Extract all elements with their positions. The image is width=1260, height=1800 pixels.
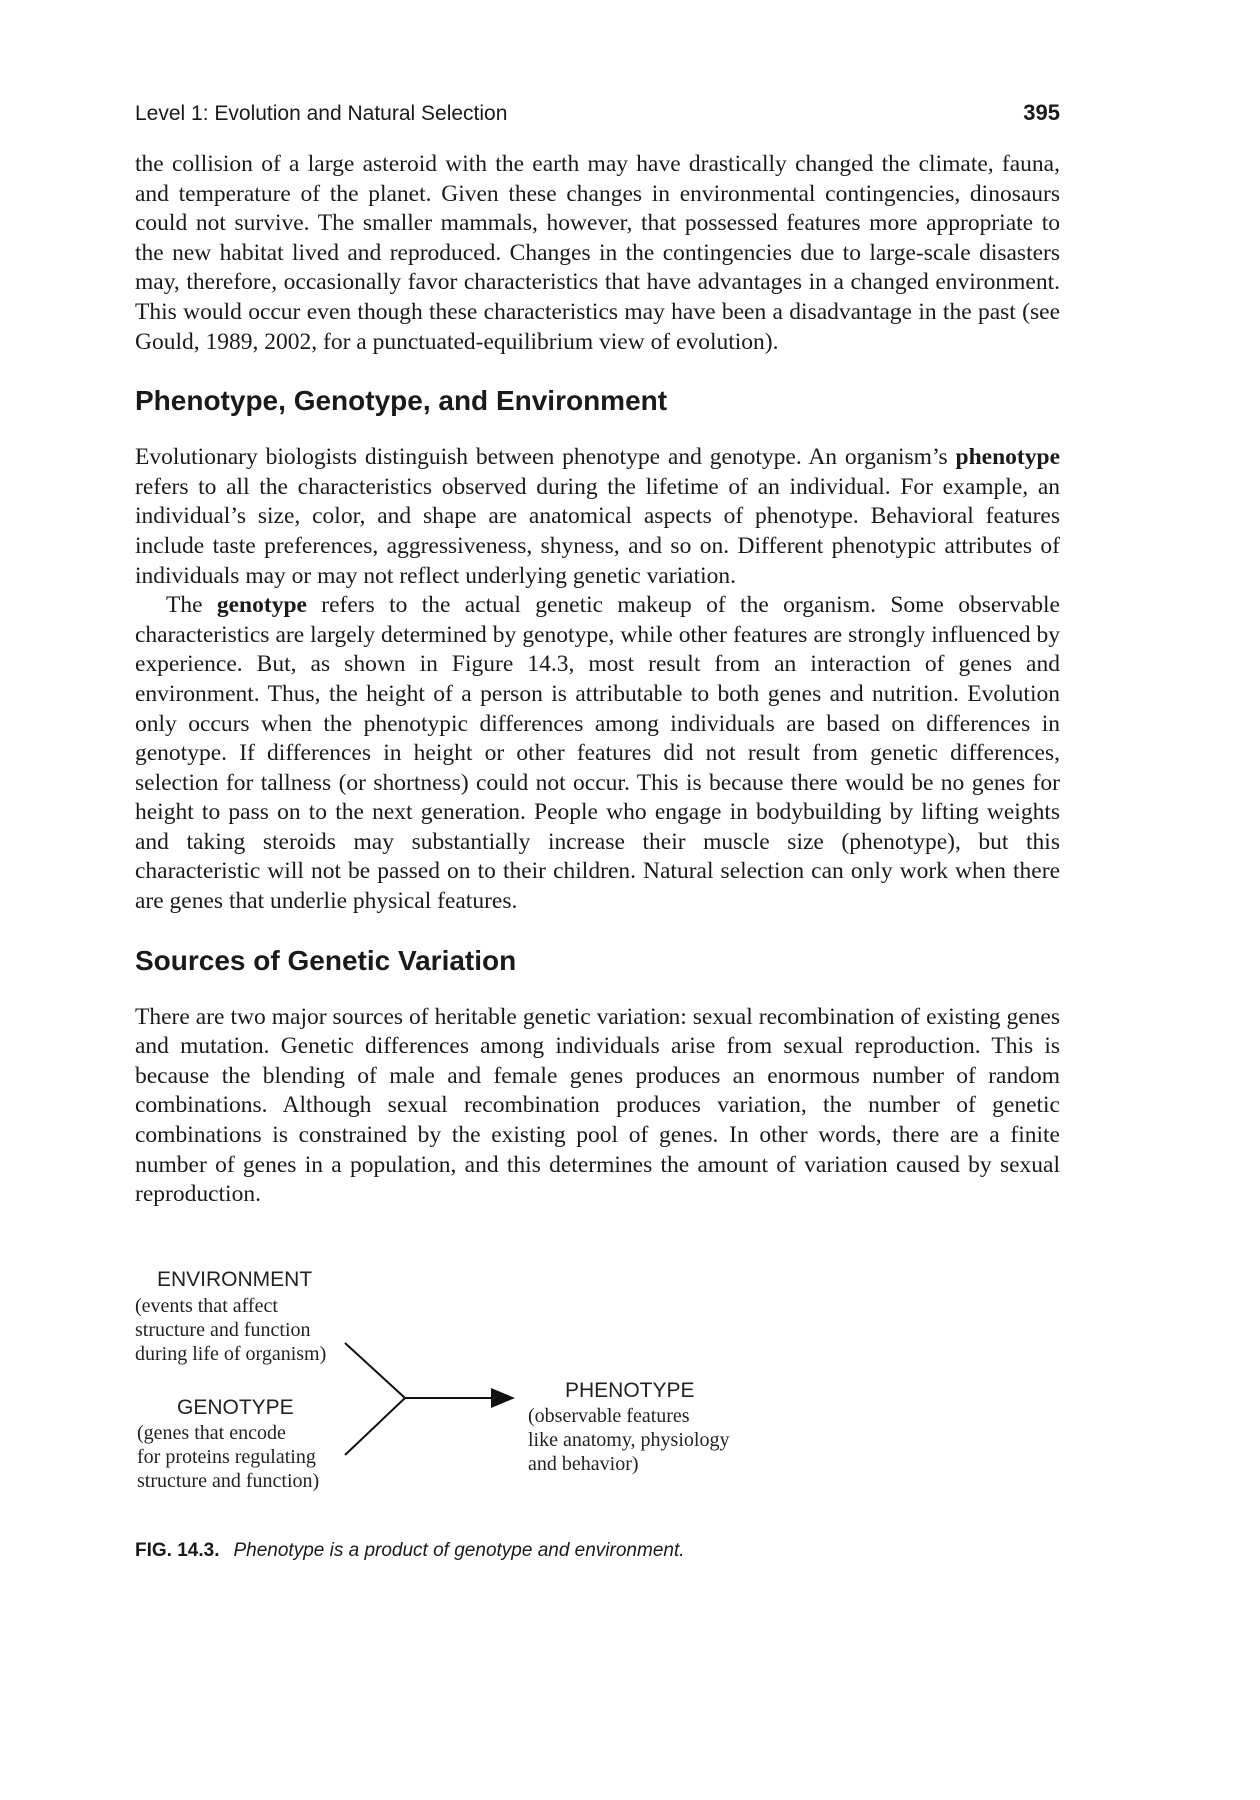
intro-paragraph: the collision of a large asteroid with the earth may have drastically changed the climate, fauna, and temperature of the planet. Given these changes in environmental contingencies, dinosaurs could not survive. The smaller mammals, however, that possessed features more appropriate to the new habitat lived and reproduced. Changes in the contingencies due to large-scale disasters may, therefore, occasionally favor characteristics that have advantages in a changed environment. This would occur even though these characteristics may have been a disadvantage in the past (see Gould, 1989, 2002, for a punctuated-equilibrium view of evolution). <box>135 151 1060 355</box>
genetic-variation-paragraph: There are two major sources of heritable genetic variation: sexual recombination of existing genes and mutation. Genetic differences among individuals arise from sexual reproduction. This is because the blending of male and female genes produces an enormous number of random combinations. Although sexual recombination produces variation, the number of genetic combinations is constrained by the existing pool of genes. In other words, there are a finite number of genes in a population, and this determines the amount of variation caused by sexual reproduction. <box>135 1003 1060 1208</box>
desc-line: during life of organism) <box>135 1342 327 1365</box>
book-page <box>135 100 1060 1562</box>
desc-line: (observable features <box>528 1404 690 1427</box>
text-span: The <box>166 592 217 619</box>
running-title: Level 1: Evolution and Natural Selection <box>135 102 508 125</box>
desc-line: (genes that encode <box>137 1421 286 1444</box>
text-span: refers to all the characteristics observed during the lifetime of an individual. For example, an individual’s size, color, and shape are anatomical aspects of phenotype. Behavioral features include taste preferences, aggressiveness, shyness, and so on. Different phenotypic attributes of individuals may or may not reflect underlying genetic variation. <box>135 473 1060 589</box>
desc-line: (events that affect <box>135 1294 278 1317</box>
figure-caption <box>135 1540 1060 1562</box>
caption-number: FIG. 14.3. <box>135 1539 220 1561</box>
text-span: refers to the actual genetic makeup of the organism. Some observable characteristics are largely determined by genotype, while other features are strongly influenced by experience. But, as shown in Figure 14.3, most result from an interaction of genes and environment. Thus, the height of a person is attributable to both genes and nutrition. Evolution only occurs when the phenotypic differences among individuals are based on differences in genotype. If differences in height or other features did not result from genetic differences, selection for tallness (or shortness) could not occur. This is because there would be no genes for height to pass on to the next generation. People who engage in bodybuilding by lifting weights and taking steroids may substantially increase their muscle size (phenotype), but this characteristic will not be passed on to their children. Natural selection can only work when there are genes that underlie physical features. <box>135 592 1060 915</box>
genotype-description <box>137 1421 319 1493</box>
page-number: 395 <box>1023 100 1060 125</box>
genotype-paragraph <box>135 591 1060 917</box>
environment-arrow-line <box>345 1343 405 1398</box>
phenotype-label: PHENOTYPE <box>565 1378 695 1402</box>
desc-line: and behavior) <box>528 1452 639 1475</box>
figure-14-3 <box>135 1268 1060 1528</box>
section-heading-genetic-variation: Sources of Genetic Variation <box>135 944 517 976</box>
desc-line: for proteins regulating <box>137 1445 316 1468</box>
desc-line: like anatomy, physiology <box>528 1428 730 1451</box>
term-genotype: genotype <box>216 592 307 619</box>
caption-text: Phenotype is a product of genotype and environment. <box>233 1539 685 1561</box>
text-span: Evolutionary biologists distinguish between phenotype and genotype. An organism’s <box>135 444 956 471</box>
phenotype-description <box>528 1404 729 1476</box>
term-phenotype: phenotype <box>955 444 1060 471</box>
desc-line: structure and function) <box>137 1469 320 1492</box>
genotype-label: GENOTYPE <box>177 1395 294 1419</box>
genotype-arrow-line <box>345 1398 405 1455</box>
section-heading-phenotype: Phenotype, Genotype, and Environment <box>135 385 668 417</box>
phenotype-paragraph <box>135 443 1060 591</box>
environment-description <box>135 1294 326 1366</box>
desc-line: structure and function <box>135 1318 311 1341</box>
running-head <box>135 100 1060 126</box>
environment-label: ENVIRONMENT <box>157 1267 313 1291</box>
